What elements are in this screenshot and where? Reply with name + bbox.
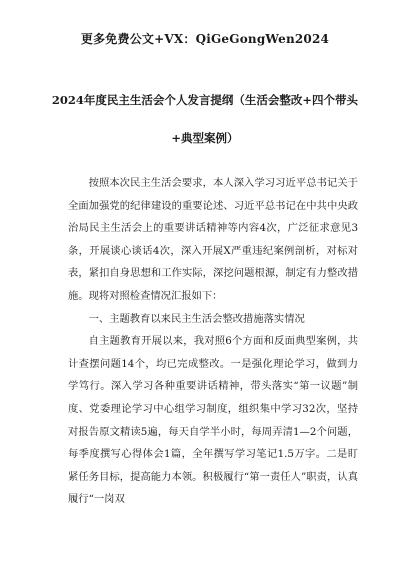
section-1-paragraph: 自主题教育开展以来，我对照6个方面和反面典型案例，共计查摆问题14个，均已完成整改。一是强化理论学习，做到力学笃行。深入学习各种重要讲话精神，带头落实“第一议题”制度、党委理论学习中心组学习制度，组织集中学习32次，坚持对报告原文精读5遍，每天自学半小时，每周弄清1—2个问题，每季度撰写心得体会1篇，全年撰写学习笔记1.5万字。二是盯紧任务目标，提高能力本领。积极履行“第一责任人”职责，认真履行“一岗双	[68, 335, 358, 506]
document-body	[68, 172, 358, 511]
section-1-heading: 一、主题教育以来民主生活会整改措施落实情况	[88, 312, 305, 325]
intro-paragraph: 按照本次民主生活会要求，本人深入学习习近平总书记关于全面加强党的纪律建设的重要论述、习近平总书记在中共中央政治局民主生活会上的重要讲话精神等内容4次，广泛征求意见3条，开展谈心谈话4次，深入开展X严重违纪案例剖析，对标对表，紧扣自身思想和工作实际，深挖问题根源，制定有力整改措施。现将对照检查情况汇报如下：	[68, 177, 358, 302]
document-title-line-2: +典型案例）	[171, 131, 239, 145]
watermark-header: 更多免费公文+VX：QiGeGongWen2024	[80, 32, 330, 46]
document-title-line-1: 2024年度民主生活会个人发言提纲（生活会整改+四个带头	[51, 93, 359, 107]
